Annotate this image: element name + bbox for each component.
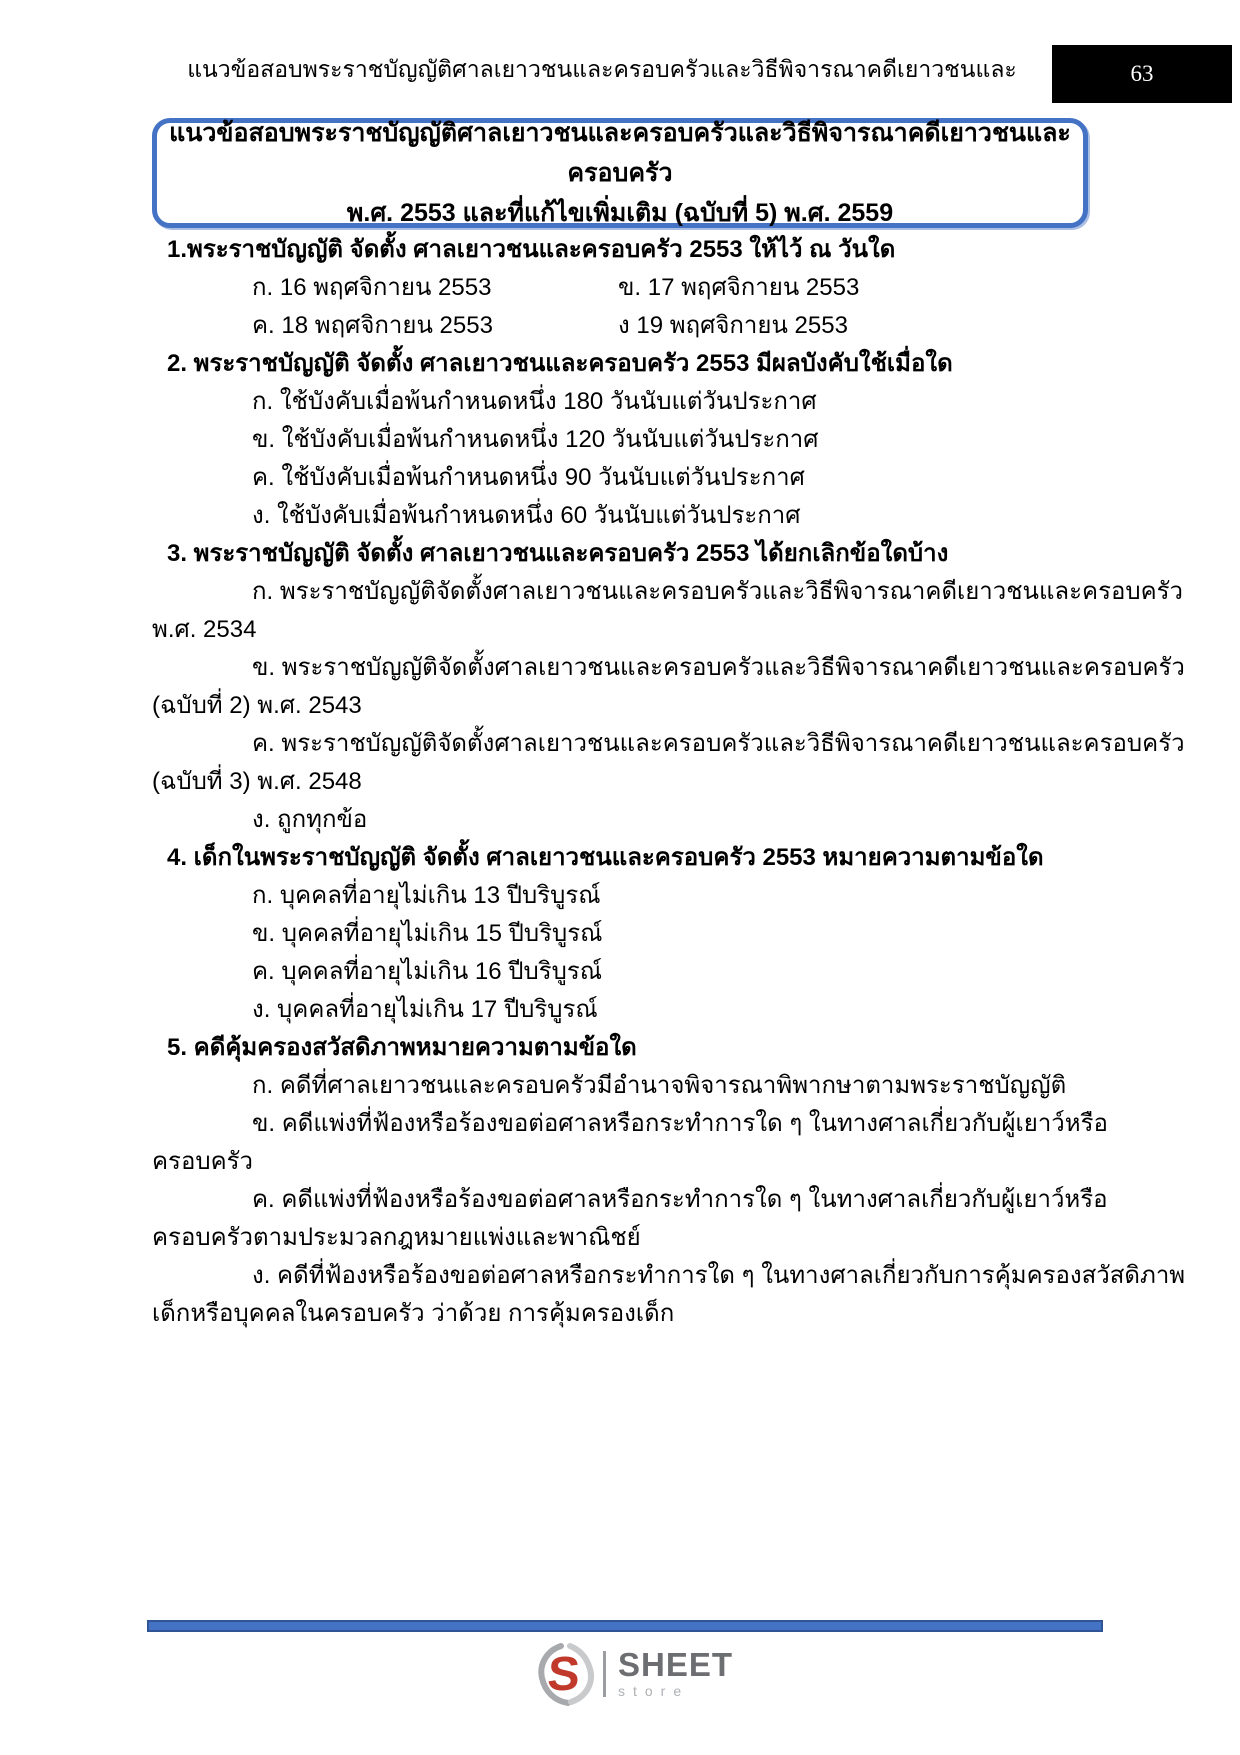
running-header-title: แนวข้อสอบพระราชบัญญัติศาลเยาวชนและครอบครัวและวิธีพิจารณาคดีเยาวชนและ xyxy=(187,56,1017,82)
question-5: 5. คดีคุ้มครองสวัสดิภาพหมายความตามข้อใด xyxy=(167,1034,637,1061)
question-3-option-b-cont: (ฉบับที่ 2) พ.ศ. 2543 xyxy=(152,692,362,719)
question-4-option-c: ค. บุคคลที่อายุไม่เกิน 16 ปีบริบูรณ์ xyxy=(252,958,603,985)
question-3-option-b: ข. พระราชบัญญัติจัดตั้งศาลเยาวชนและครอบครัวและวิธีพิจารณาคดีเยาวชนและครอบครัว xyxy=(252,654,1185,681)
logo-brand-text: SHEET xyxy=(617,1645,734,1683)
question-4-option-a: ก. บุคคลที่อายุไม่เกิน 13 ปีบริบูรณ์ xyxy=(252,882,601,909)
question-5-option-b-cont: ครอบครัว xyxy=(152,1148,254,1175)
question-4-option-b: ข. บุคคลที่อายุไม่เกิน 15 ปีบริบูรณ์ xyxy=(252,920,603,947)
question-3-option-a: ก. พระราชบัญญัติจัดตั้งศาลเยาวชนและครอบครัวและวิธีพิจารณาคดีเยาวชนและครอบครัว xyxy=(252,578,1184,605)
question-1-option-c: ค. 18 พฤศจิกายน 2553 xyxy=(252,312,493,339)
question-2-option-d: ง. ใช้บังคับเมื่อพ้นกำหนดหนึ่ง 60 วันนับแต่วันประกาศ xyxy=(252,502,801,529)
logo-divider xyxy=(603,1651,606,1697)
question-2-option-c: ค. ใช้บังคับเมื่อพ้นกำหนดหนึ่ง 90 วันนับแต่วันประกาศ xyxy=(252,464,805,491)
question-5-option-d-cont: เด็กหรือบุคคลในครอบครัว ว่าด้วย การคุ้มครองเด็ก xyxy=(152,1300,675,1327)
exam-title-line-1: แนวข้อสอบพระราชบัญญัติศาลเยาวชนและครอบครัวและวิธีพิจารณาคดีเยาวชนและครอบครัว xyxy=(169,119,1071,187)
question-5-option-d: ง. คดีที่ฟ้องหรือร้องขอต่อศาลหรือกระทำการใด ๆ ในทางศาลเกี่ยวกับการคุ้มครองสวัสดิภาพ xyxy=(252,1262,1186,1289)
question-list xyxy=(152,231,1186,1333)
question-5-option-c: ค. คดีแพ่งที่ฟ้องหรือร้องขอต่อศาลหรือกระทำการใด ๆ ในทางศาลเกี่ยวกับผู้เยาว์หรือ xyxy=(252,1186,1108,1213)
question-5-option-b: ข. คดีแพ่งที่ฟ้องหรือร้องขอต่อศาลหรือกระทำการใด ๆ ในทางศาลเกี่ยวกับผู้เยาว์หรือ xyxy=(252,1110,1108,1137)
question-3-option-c-cont: (ฉบับที่ 3) พ.ศ. 2548 xyxy=(152,768,362,795)
exam-title-line-2: พ.ศ. 2553 และที่แก้ไขเพิ่มเติม (ฉบับที่ 5) พ.ศ. 2559 xyxy=(346,199,894,227)
question-1-options-row-1 xyxy=(152,269,1104,307)
exam-title-box xyxy=(152,118,1088,228)
page-number-box xyxy=(1052,45,1232,103)
question-1-options-row-2 xyxy=(152,307,1104,345)
question-3-option-c: ค. พระราชบัญญัติจัดตั้งศาลเยาวชนและครอบครัวและวิธีพิจารณาคดีเยาวชนและครอบครัว xyxy=(252,730,1185,757)
logo-sub-text: store xyxy=(617,1682,690,1699)
question-2: 2. พระราชบัญญัติ จัดตั้ง ศาลเยาวชนและครอบครัว 2553 มีผลบังคับใช้เมื่อใด xyxy=(167,350,953,377)
question-3: 3. พระราชบัญญัติ จัดตั้ง ศาลเยาวชนและครอบครัว 2553 ได้ยกเลิกข้อใดบ้าง xyxy=(167,540,949,567)
question-3-option-a-cont: พ.ศ. 2534 xyxy=(152,616,257,643)
question-2-option-a: ก. ใช้บังคับเมื่อพ้นกำหนดหนึ่ง 180 วันนับแต่วันประกาศ xyxy=(252,388,817,415)
question-1: 1.พระราชบัญญัติ จัดตั้ง ศาลเยาวชนและครอบครัว 2553 ให้ไว้ ณ วันใด xyxy=(167,236,896,263)
sheet-store-logo xyxy=(15,1642,1240,1706)
sheet-store-s-icon xyxy=(537,1642,595,1706)
question-5-option-c-cont: ครอบครัวตามประมวลกฎหมายแพ่งและพาณิชย์ xyxy=(152,1224,641,1251)
question-1-option-d: ง 19 พฤศจิกายน 2553 xyxy=(618,312,848,339)
question-2-option-b: ข. ใช้บังคับเมื่อพ้นกำหนดหนึ่ง 120 วันนับแต่วันประกาศ xyxy=(252,426,819,453)
logo-letter: S xyxy=(545,1648,582,1701)
question-3-option-d: ง. ถูกทุกข้อ xyxy=(252,806,368,833)
logo-text-block xyxy=(617,1645,734,1700)
question-1-option-a: ก. 16 พฤศจิกายน 2553 xyxy=(252,274,492,301)
question-1-option-b: ข. 17 พฤศจิกายน 2553 xyxy=(618,274,860,301)
question-4-option-d: ง. บุคคลที่อายุไม่เกิน 17 ปีบริบูรณ์ xyxy=(252,996,598,1023)
question-5-option-a: ก. คดีที่ศาลเยาวชนและครอบครัวมีอำนาจพิจารณาพิพากษาตามพระราชบัญญัติ xyxy=(252,1072,1067,1099)
footer-divider-rule xyxy=(147,1620,1103,1632)
question-4: 4. เด็กในพระราชบัญญัติ จัดตั้ง ศาลเยาวชนและครอบครัว 2553 หมายความตามข้อใด xyxy=(167,844,1044,871)
page-number: 63 xyxy=(1130,61,1154,86)
